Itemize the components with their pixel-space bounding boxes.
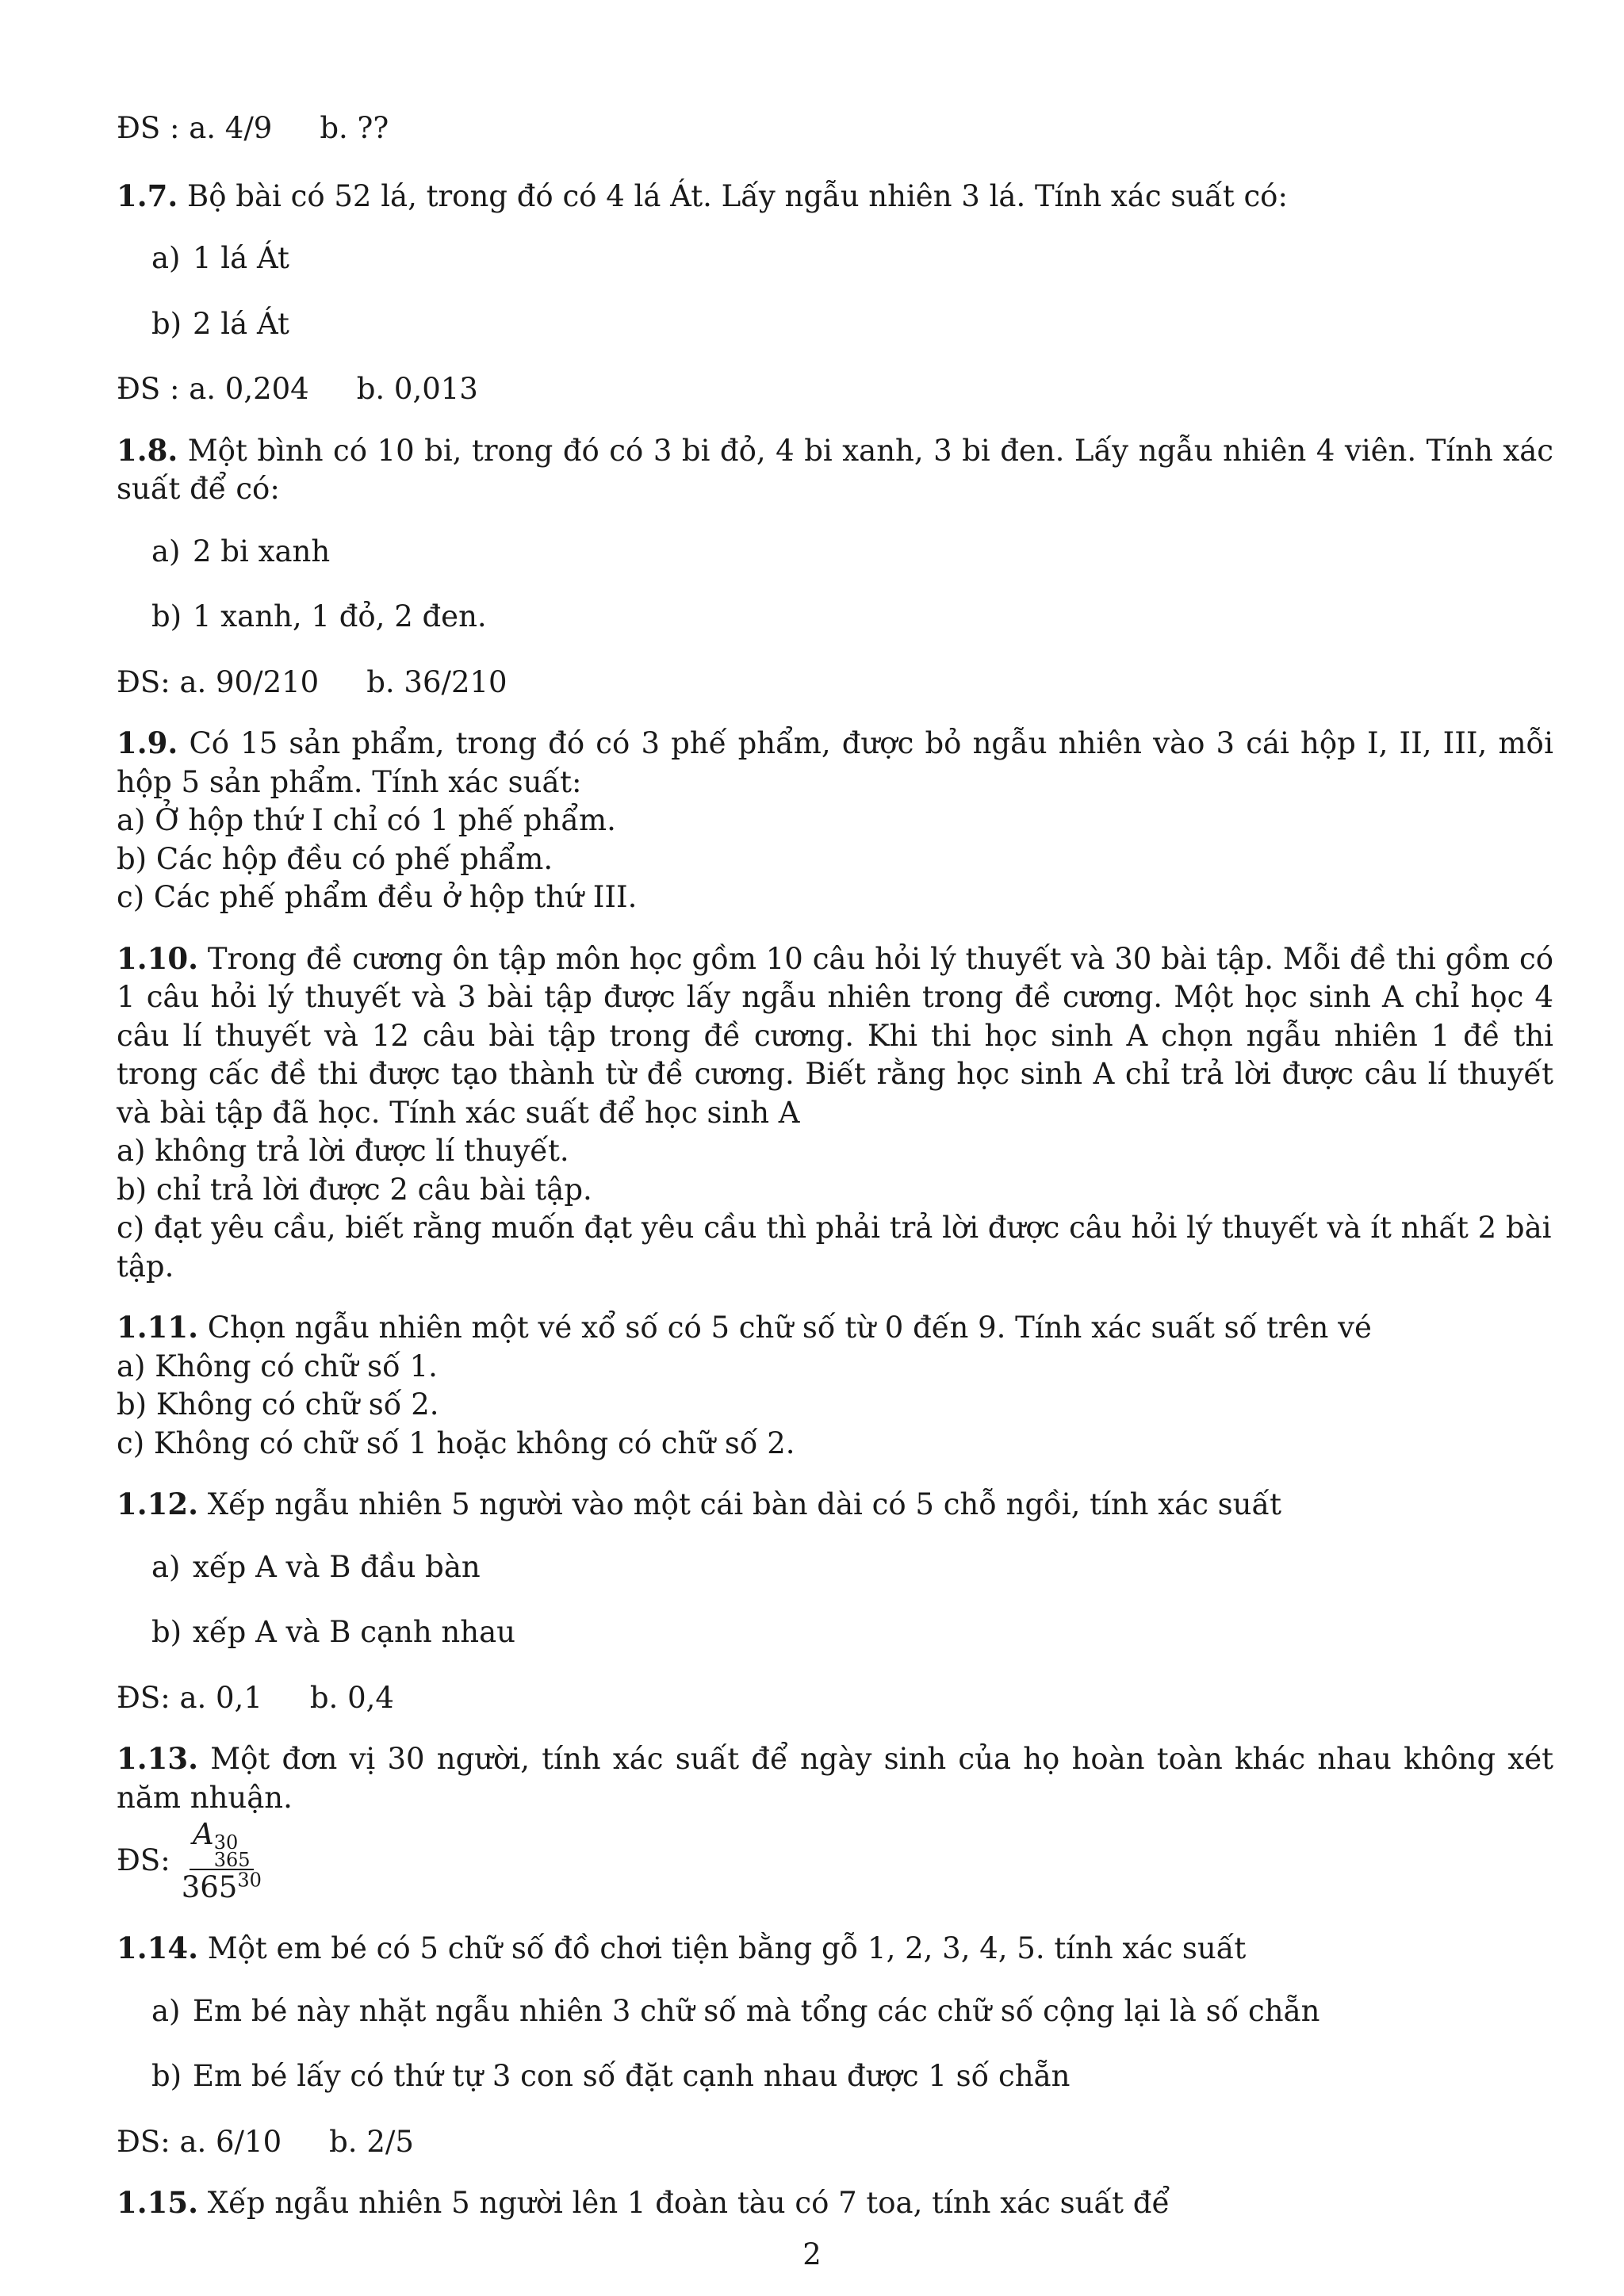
list-item: a) Ở hộp thứ I chỉ có 1 phế phẩm.: [117, 803, 616, 837]
problem-number: 1.11.: [117, 1310, 198, 1345]
fraction: A 30 365 $365^{30}$: [181, 1817, 262, 1904]
list-item: b) 1 xanh, 1 đỏ, 2 đen.: [151, 599, 487, 633]
problem-number: 1.14.: [117, 1931, 198, 1965]
list-item: b) xếp A và B cạnh nhau: [151, 1615, 515, 1649]
list-item: a) không trả lời được lí thuyết.: [117, 1134, 569, 1168]
problem-number: 1.9.: [117, 725, 178, 760]
list-item: a) 2 bi xanh: [151, 534, 331, 568]
list-item: b) 2 lá Át: [151, 306, 289, 341]
problem-1-13: 1.13. Một đơn vị 30 người, tính xác suất để ngày sinh của họ hoàn toàn khác nhau không xét năm nhuận.: [117, 1741, 1553, 1815]
list-item: c) Không có chữ số 1 hoặc không có chữ số 2.: [117, 1425, 795, 1460]
page-content: [117, 109, 1553, 2247]
problem-1-9: 1.9. Có 15 sản phẩm, trong đó có 3 phế phẩm, được bỏ ngẫu nhiên vào 3 cái hộp I, II, III, mỗi hộp 5 sản phẩm. Tính xác suất: a) Ở hộp thứ I chỉ có 1 phế phẩm. b) Các hộp đều có phế phẩm. c) Các phế phẩm đều ở hộp thứ III.: [117, 724, 1553, 917]
problem-1-12: 1.12. Xếp ngẫu nhiên 5 người vào một cái bàn dài có 5 chỗ ngồi, tính xác suất: [117, 1487, 1282, 1521]
answer-line: ĐS: a. 90/210 b. 36/210: [117, 664, 508, 699]
problem-1-7: 1.7. Bộ bài có 52 lá, trong đó có 4 lá Át. Lấy ngẫu nhiên 3 lá. Tính xác suất có:: [117, 178, 1288, 213]
problem-1-10: 1.10. Trong đề cương ôn tập môn học gồm 10 câu hỏi lý thuyết và 30 bài tập. Mỗi đề thi gồm có 1 câu hỏi lý thuyết và 3 bài tập được lấy ngẫu nhiên trong đề cương. Một học sinh A chỉ học 4 câu lí thuyết và 12 câu bài tập trong đề cương. Khi thi học sinh A chọn ngẫu nhiên 1 đề thi trong cấc đề thi được tạo thành từ đề cương. Biết rằng học sinh A chỉ trả lời được câu lí thuyết và bài tập đã học. Tính xác suất để học sinh A a) không trả lời được lí thuyết. b) chỉ trả lời được 2 câu bài tập. c) đạt yêu cầu, biết rằng muốn đạt yêu cầu thì phải trả lời được câu hỏi lý thuyết và ít nhất 2 bài tập.: [117, 939, 1553, 1287]
answer-line: ĐS : a. 0,204 b. 0,013: [117, 372, 478, 406]
problem-number: 1.15.: [117, 2185, 198, 2220]
problem-1-14: 1.14. Một em bé có 5 chữ số đồ chơi tiện bằng gỗ 1, 2, 3, 4, 5. tính xác suất: [117, 1931, 1247, 1965]
list-item: b) Không có chữ số 2.: [117, 1387, 439, 1422]
problem-number: 1.8.: [117, 432, 178, 468]
list-item: a) xếp A và B đầu bàn: [151, 1549, 481, 1584]
problem-1-15: 1.15. Xếp ngẫu nhiên 5 người lên 1 đoàn tàu có 7 toa, tính xác suất để: [117, 2185, 1170, 2220]
list-item: b) Em bé lấy có thứ tự 3 con số đặt cạnh nhau được 1 số chẵn: [151, 2059, 1071, 2093]
problem-1-8: 1.8. Một bình có 10 bi, trong đó có 3 bi đỏ, 4 bi xanh, 3 bi đen. Lấy ngẫu nhiên 4 viên. Tính xác suất để có:: [117, 432, 1554, 506]
problem-number: 1.7.: [117, 178, 178, 213]
answer-line: ĐS : a. 4/9 b. ??: [117, 111, 389, 145]
answer-line: ĐS: a. 6/10 b. 2/5: [117, 2124, 414, 2159]
problem-1-11: 1.11. Chọn ngẫu nhiên một vé xổ số có 5 chữ số từ 0 đến 9. Tính xác suất số trên vé a) Không có chữ số 1. b) Không có chữ số 2. c) Không có chữ số 1 hoặc không có chữ số 2.: [117, 1308, 1553, 1463]
answer-line: ĐS: a. 0,1 b. 0,4: [117, 1680, 394, 1715]
list-item: b) Các hộp đều có phế phẩm.: [117, 841, 553, 876]
list-item: a) 1 lá Át: [151, 241, 289, 275]
list-item: b) chỉ trả lời được 2 câu bài tập.: [117, 1172, 592, 1207]
problem-number: 1.10.: [117, 940, 198, 976]
list-item: a) Em bé này nhặt ngẫu nhiên 3 chữ số mà tổng các chữ số cộng lại là số chẵn: [151, 1993, 1320, 2028]
page-number: 2: [802, 2237, 822, 2271]
answer-formula: ĐS: A 30 365 $365^{30}$: [117, 1817, 1553, 1905]
list-item: c) Các phế phẩm đều ở hộp thứ III.: [117, 880, 638, 914]
problem-number: 1.13.: [117, 1741, 198, 1776]
problem-number: 1.12.: [117, 1487, 198, 1521]
list-item: a) Không có chữ số 1.: [117, 1349, 438, 1383]
list-item: c) đạt yêu cầu, biết rằng muốn đạt yêu cầu thì phải trả lời được câu hỏi lý thuyết và ít nhất 2 bài tập.: [117, 1211, 1552, 1284]
